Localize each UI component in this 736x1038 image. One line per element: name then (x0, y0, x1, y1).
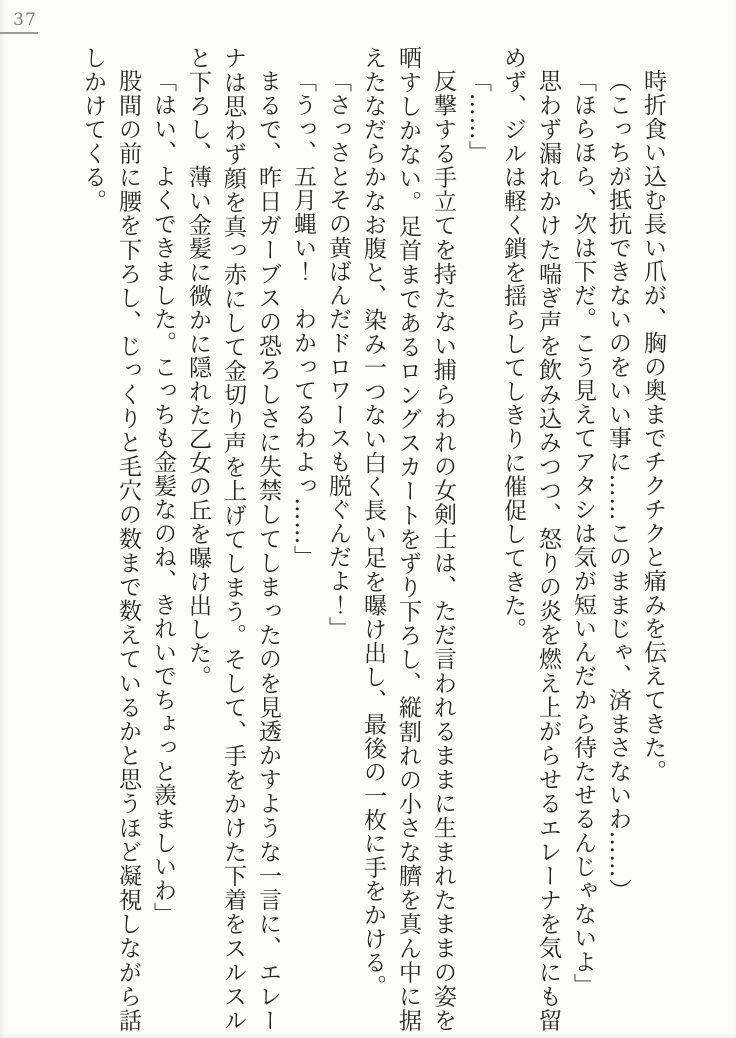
paragraph-narration: 股間の前に腰を下ろし、じっくりと毛穴の数まで数えているかと思うほど凝視しながら話しかけてくる。 (80, 46, 141, 1032)
paragraph-narration: まるで、昨日ガーブスの恐ろしさに失禁してしまったのを見透かすような一言に、エレーナは思わず顔を真っ赤にして金切り声を上げてしまう。そして、手をかけた下着をスルスルと下ろし、薄い金髪に微かに隠れた乙女の丘を曝け出した。 (185, 46, 281, 1032)
paragraph-thought: （こっちが抵抗できないのをいい事に……このままじゃ、済まさないわ……） (605, 69, 631, 902)
page-number: 37 (13, 10, 37, 30)
paragraph-narration: 時折食い込む長い爪が、胸の奥までチクチクと痛みを伝えてきた。 (640, 69, 666, 783)
paragraph-narration: 思わず漏れかけた喘ぎ声を飲み込みつつ、怒りの炎を燃え上がらせるエレーナを気にも留めず、ジルは軽く鎖を揺らしてしきりに催促してきた。 (500, 46, 561, 1032)
page-number-rule (0, 32, 38, 34)
paragraph-narration: 反撃する手立てを持たない捕らわれの女剣士は、ただ言われるままに生まれたままの姿を晒すしかない。足首まであるロングスカートをずり下ろし、縦割れの小さな臍を真ん中に据えたなだらかなお腹と、染み一つない白く長い足を曝け出し、最後の一枚に手をかける。 (360, 46, 456, 1032)
paragraph-dialogue: 「ほらほら、次は下だ。こう見えてアタシは気が短いんだから待たせるんじゃないよ」 (570, 69, 596, 998)
paragraph-dialogue: 「はい、よくできました。こっちも金髪なのね、きれいでちょっと羨ましいわ」 (150, 69, 176, 926)
paragraph-dialogue: 「さっさとその黄ばんだドロワースも脱ぐんだよ！」 (325, 69, 351, 641)
paragraph-dialogue: 「……」 (465, 69, 491, 165)
paragraph-dialogue: 「うっ、五月蝿い！ わかってるわよっ……」 (290, 69, 316, 569)
body-text (74, 46, 670, 1032)
